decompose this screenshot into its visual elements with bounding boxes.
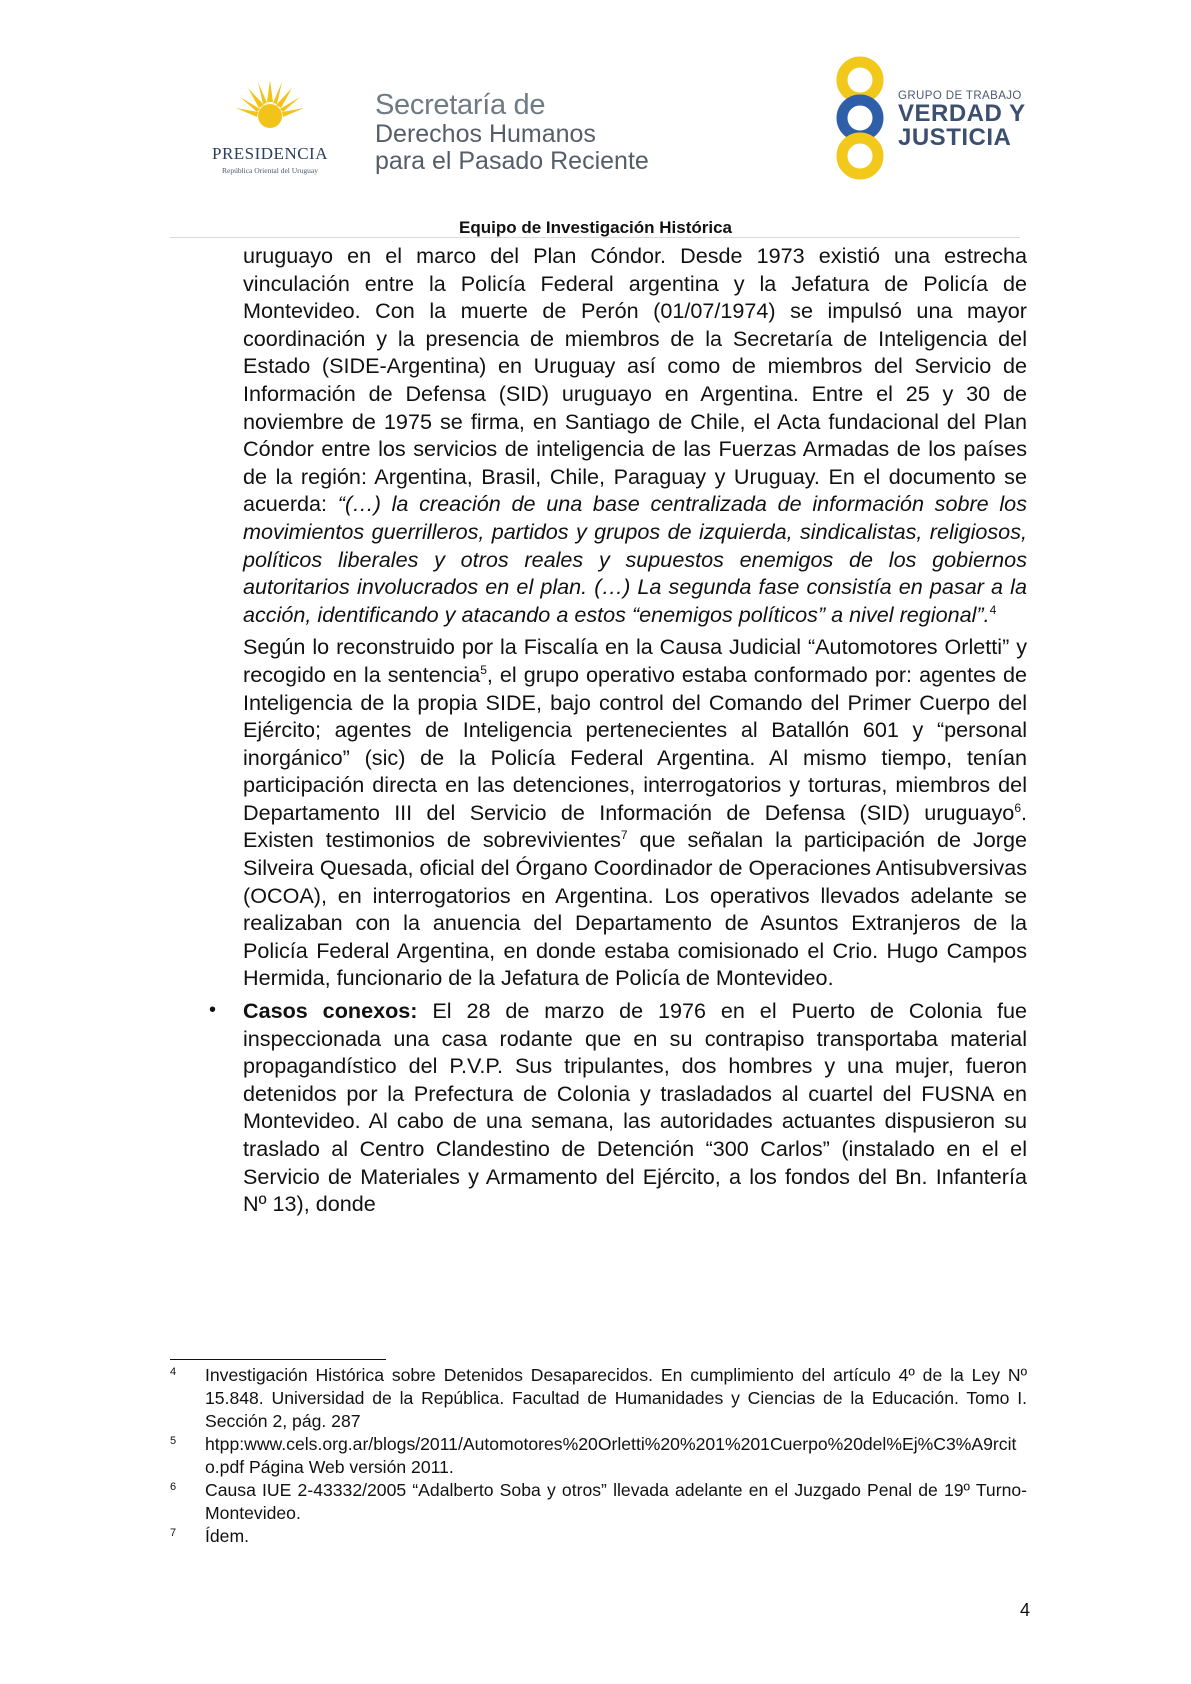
paragraph-text: Según lo reconstruido por la Fiscalía en la Causa Judicial “Automotores Orletti” y recogido en la sentencia — [243, 634, 1027, 687]
paragraph-text: , el grupo operativo estaba conformado por: agentes de Inteligencia de la propia SIDE, bajo control del Comando del Primer Cuerpo del Ejército; agentes de Inteligencia pertenecientes al Batallón 601 y “personal inorgánico” (sic) de la Policía Federal Argentina. Al mismo tiempo, tenían participación directa en las detenciones, interrogatorios y torturas, miembros del Departamento III del Servicio de Información de Defensa (SID) uruguayo — [243, 661, 1027, 825]
footnote-ref[interactable]: 6 — [1014, 800, 1021, 815]
footnote-divider — [170, 1359, 386, 1360]
grupo-line-1: VERDAD Y — [898, 100, 1026, 127]
team-title: Equipo de Investigación Histórica — [459, 218, 732, 237]
presidencia-subtitle: República Oriental del Uruguay — [221, 166, 318, 175]
footnote-number: 6 — [170, 1481, 177, 1493]
footnote-ref[interactable]: 7 — [620, 828, 628, 843]
footnote-7 — [170, 1525, 1027, 1548]
secretaria-line-2: Derechos Humanos — [375, 120, 596, 148]
paragraph-text: que señalan la participación de Jorge Silveira Quesada, oficial del Órgano Coordinador de Operaciones Antisubversivas (OCOA), en interrogatorios en Argentina. Los operativos llevados adelante se realizaban con la anuencia del Departamento de Asuntos Extranjeros de la Policía Federal Argentina, en donde estaba comisionado el Crio. Hugo Campos Hermida, funcionario de la Jefatura de Policía de Montevideo. — [243, 827, 1027, 991]
page-number: 4 — [1019, 1600, 1030, 1620]
footnote-text: Investigación Histórica sobre Detenidos Desaparecidos. En cumplimiento del artículo 4º de la Ley Nº 15.848. Universidad de la República. Facultad de Humanidades y Ciencias de la Educación. Tomo I. Sección 2, pág. 287 — [205, 1365, 1027, 1431]
grupo-line-2: JUSTICIA — [898, 124, 1012, 151]
footnote-link[interactable]: htpp:www.cels.org.ar/blogs/2011/Automotores%20Orletti%20%201%201Cuerpo%20del%Ej%C3%A9rcito.pdf Página Web versión 2011. — [205, 1434, 1017, 1477]
footnote-ref[interactable]: 4 — [989, 602, 997, 617]
presidencia-title: PRESIDENCIA — [211, 144, 328, 163]
bullet-icon: • — [209, 999, 217, 1022]
header-divider — [170, 237, 1020, 238]
paragraph-text: uruguayo en el marco del Plan Cóndor. Desde 1973 existió una estrecha vinculación entre la Policía Federal argentina y la Jefatura de Policía de Montevideo. Con la muerte de Perón (01/07/1974) se impulsó una mayor coordinación y la presencia de miembros de la Secretaría de Inteligencia del Estado (SIDE-Argentina) en Uruguay así como de miembros del Servicio de Información de Defensa (SID) uruguayo en Argentina. Entre el 25 y 30 de noviembre de 1975 se firma, en Santiago de Chile, el Acta fundacional del Plan Cóndor entre los servicios de inteligencia de las Fuerzas Armadas de los países de la región: Argentina, Brasil, Chile, Paraguay y Uruguay. En el documento se acuerda: — [243, 243, 1027, 517]
sun-icon — [234, 78, 306, 138]
footnote-number: 5 — [170, 1435, 177, 1447]
footnote-text: Ídem. — [205, 1526, 250, 1546]
verdad-justicia-logo — [898, 90, 1058, 150]
secretaria-line-3: para el Pasado Reciente — [375, 147, 649, 175]
footnote-ref[interactable]: 5 — [480, 662, 487, 677]
footnote-text: Causa IUE 2-43332/2005 “Adalberto Soba y otros” llevada adelante en el Juzgado Penal de 19º Turno-Montevideo. — [205, 1480, 1027, 1523]
footnote-number: 4 — [170, 1366, 177, 1378]
paragraph-orletti — [243, 633, 1027, 992]
footnote-4 — [170, 1364, 1027, 1433]
body-text — [209, 242, 1027, 1218]
grupo-label: GRUPO DE TRABAJO — [898, 90, 1022, 102]
bullet-heading: Casos conexos: — [243, 998, 418, 1024]
footnote-number: 7 — [170, 1527, 177, 1539]
footnote-5 — [170, 1433, 1027, 1479]
footnotes — [170, 1364, 1027, 1548]
secretaria-logo — [375, 90, 715, 175]
presidencia-logo — [190, 78, 350, 178]
paragraph-text: . Existen testimonios de sobrevivientes — [243, 799, 1027, 853]
paragraph-text: El 28 de marzo de 1976 en el Puerto de Colonia fue inspeccionada una casa rodante que en su contrapiso transportaba material propagandístico del P.V.P. Sus tripulantes, dos hombres y una mujer, fueron detenidos por la Prefectura de Colonia y trasladados al cuartel del FUSNA en Montevideo. Al cabo de una semana, las autoridades actuantes dispusieron su traslado al Centro Clandestino de Detención “300 Carlos” (instalado en el el Servicio de Materiales y Armamento del Ejército, a los fondos del Bn. Infantería Nº 13), donde — [243, 998, 1027, 1217]
paragraph-plan-condor — [243, 242, 1027, 628]
secretaria-line-1: Secretaría de — [375, 89, 546, 121]
quote-text: “(…) la creación de una base centralizada de información sobre los movimientos guerrilleros, partidos y grupos de izquierda, sindicalistas, religiosos, políticos liberales y otros reales y supuestos enemigos de los gobiernos autoritarios involucrados en el plan. (…) La segunda fase consistía en pasar a la acción, identificando y atacando a estos “enemigos políticos” a nivel regional”. — [243, 491, 1027, 627]
bullet-casos-conexos — [209, 997, 1027, 1218]
page-header — [0, 0, 1191, 240]
footnote-6 — [170, 1479, 1027, 1525]
